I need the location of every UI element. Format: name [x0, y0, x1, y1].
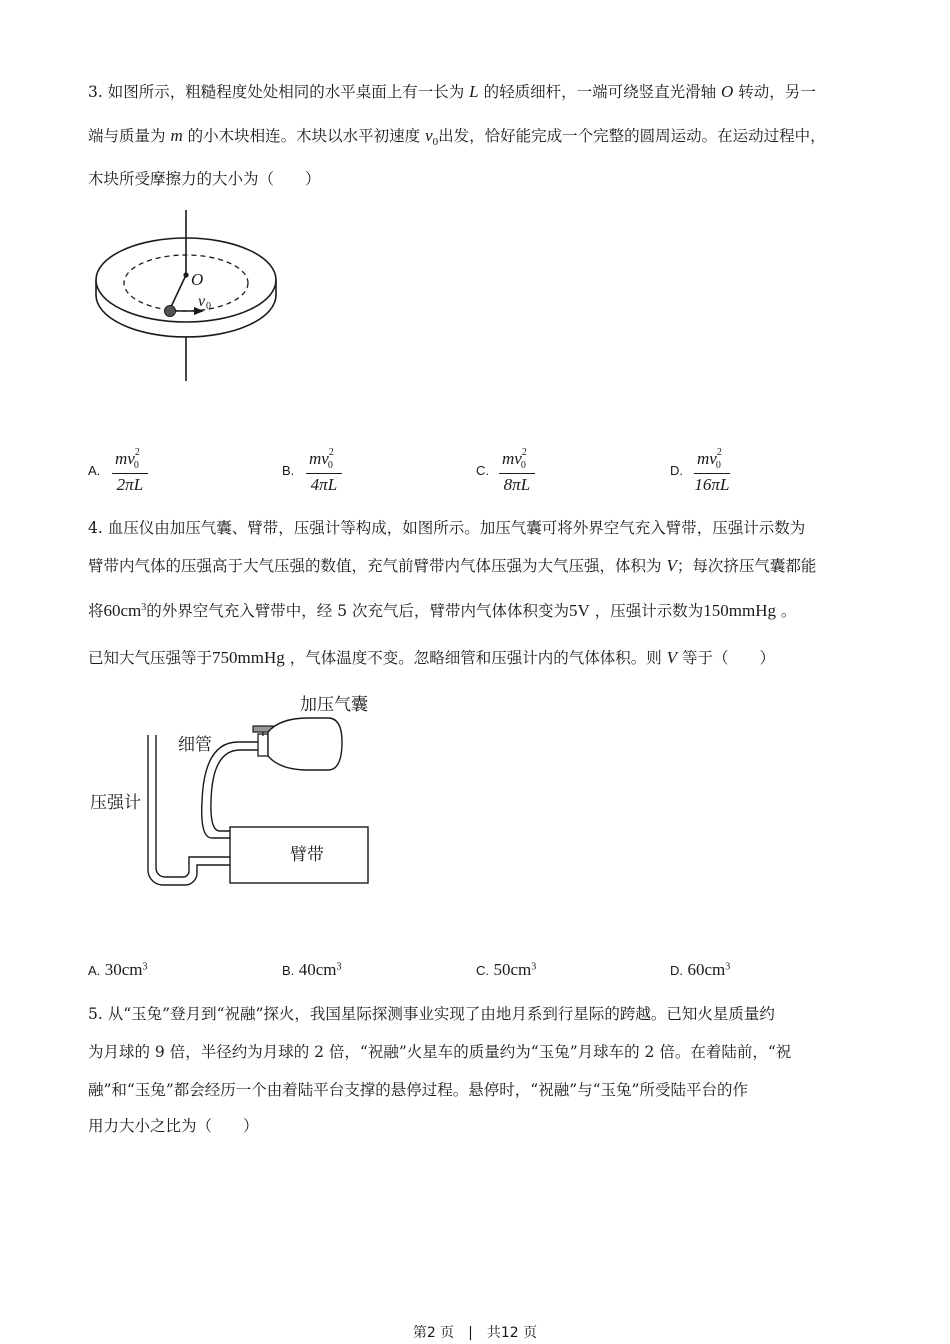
- q3-option-d[interactable]: D.: [670, 463, 683, 478]
- q3-figure-disc: [90, 205, 290, 385]
- q4-figure-sphygmomanometer: [80, 690, 400, 900]
- q3-line-2: 端与质量为 m 的小木块相连。木块以水平初速度 $v_0$出发，恰好能完成一个完整的圆周运动。在运动过程中，: [88, 126, 826, 149]
- q5-line-3: 融”和“玉兔”都会经历一个由着陆平台支撑的悬停过程。悬停时，“祝融”与“玉兔”所受陆平台的作: [88, 1081, 748, 1099]
- label-bulb: 加压气囊: [300, 695, 368, 715]
- q3-option-d-fraction: $\frac{mv^2_0}{16\pi L}$: [694, 447, 730, 494]
- q3-line-1: 3. 如图所示，粗糙程度处处相同的水平桌面上有一长为 L 的轻质细杆，一端可绕竖直光滑轴 O 转动，另一: [88, 82, 816, 101]
- q3-option-a-fraction: $\frac{mv^2_0}{2\pi L}$: [112, 448, 148, 496]
- label-cuff: 臂带: [290, 845, 324, 865]
- q4-option-c[interactable]: C. $50cm^3$: [476, 960, 537, 979]
- q4-line-1: 4. 血压仪由加压气囊、臂带，压强计等构成，如图所示。加压气囊可将外界空气充入臂带，压强计示数为: [88, 519, 806, 537]
- label-O: O: [191, 270, 204, 289]
- q3-option-c[interactable]: C.: [476, 463, 489, 478]
- q4-option-b[interactable]: B. $40cm^3$: [282, 960, 342, 979]
- label-v: v: [198, 293, 206, 310]
- q5-line-1: 5. 从“玉兔”登月到“祝融”探火，我国星际探测事业实现了由地月系到行星际的跨越。已知火星质量约: [88, 1005, 775, 1023]
- q4-line-3: 将$60cm^3$的外界空气充入臂带中，经 5 次充气后，臂带内气体体积变为5V ，压强计示数为150mmHg 。: [88, 601, 797, 621]
- q4-line-4: 已知大气压强等于750mmHg ，气体温度不变。忽略细管和压强计内的气体体积。则 V 等于（ ）: [88, 648, 775, 667]
- label-tube: 细管: [178, 735, 212, 755]
- q3-option-a[interactable]: A.: [88, 463, 101, 478]
- q3-line-3: 木块所受摩擦力的大小为（ ）: [88, 170, 321, 188]
- q4-line-2: 臂带内气体的压强高于大气压强的数值，充气前臂带内气体压强为大气压强，体积为 V；每次挤压气囊都能: [88, 556, 817, 575]
- page-footer: 第2 页 | 共12 页: [412, 1325, 538, 1341]
- q4-option-d[interactable]: D. $60cm^3$: [670, 960, 731, 979]
- q3-option-b-fraction: $\frac{mv^2_0}{4\pi L}$: [306, 448, 342, 496]
- q3-option-c-fraction: $\frac{mv^2_0}{8\pi L}$: [499, 448, 535, 496]
- label-v-sub: 0: [206, 301, 211, 312]
- q4-option-a[interactable]: A. $30cm^3$: [88, 960, 148, 979]
- q3-option-b[interactable]: B.: [282, 463, 295, 478]
- label-gauge: 压强计: [90, 793, 141, 813]
- q5-line-2: 为月球的 9 倍，半径约为月球的 2 倍，“祝融”火星车的质量约为“玉兔”月球车的 2 倍。在着陆前，“祝: [88, 1043, 792, 1061]
- q5-line-4: 用力大小之比为（ ）: [88, 1117, 259, 1135]
